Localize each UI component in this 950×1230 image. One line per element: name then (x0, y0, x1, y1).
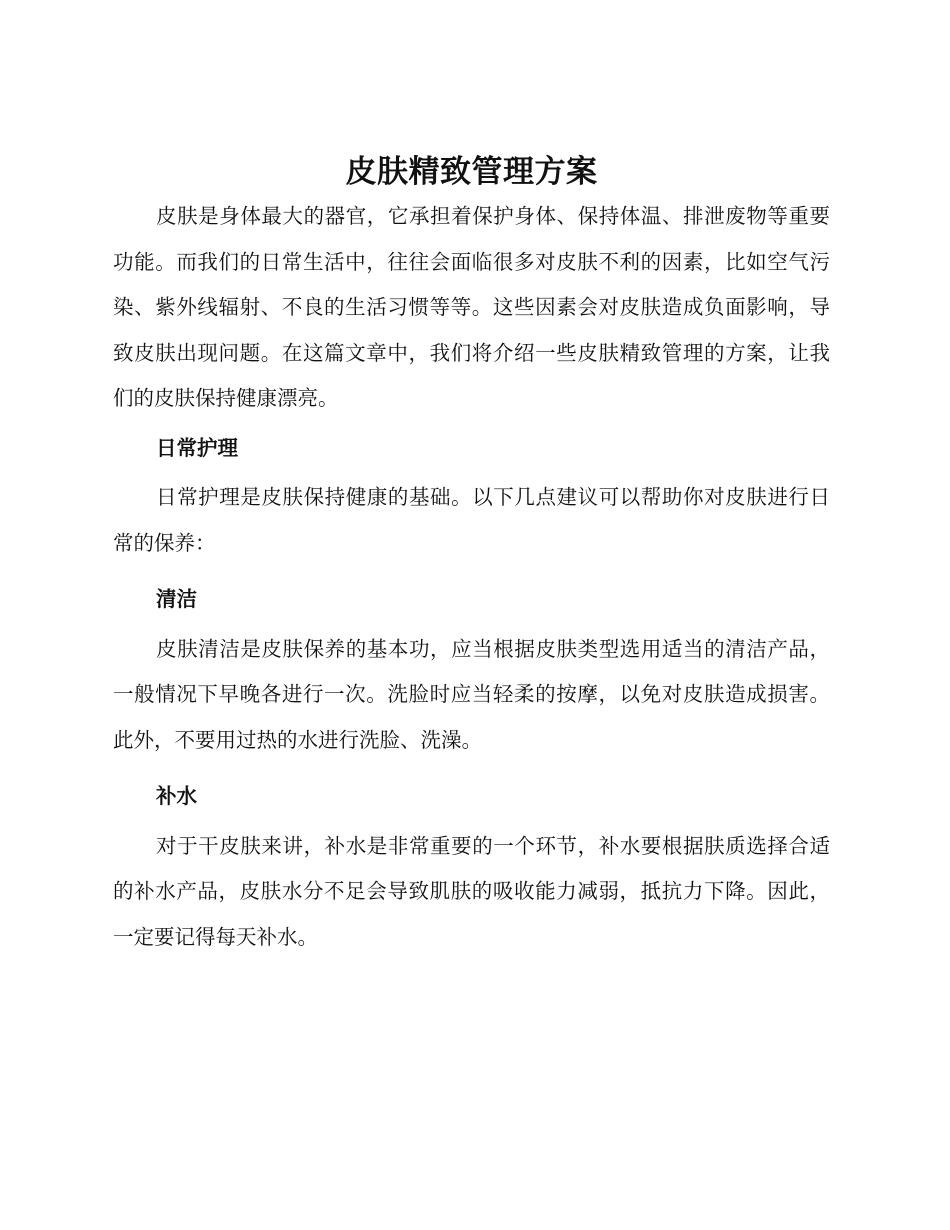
section-paragraph-daily-care: 日常护理是皮肤保持健康的基础。以下几点建议可以帮助你对皮肤进行日常的保养： (113, 485, 830, 555)
section-paragraph-hydration: 对于干皮肤来讲，补水是非常重要的一个环节，补水要根据肤质选择合适的补水产品，皮肤水分不足会导致肌肤的吸收能力减弱，抵抗力下降。因此，一定要记得每天补水。 (113, 833, 830, 949)
section-paragraph-cleansing: 皮肤清洁是皮肤保养的基本功，应当根据皮肤类型选用适当的清洁产品，一般情况下早晚各进行一次。洗脸时应当轻柔的按摩，以免对皮肤造成损害。此外，不要用过热的水进行洗脸、洗澡。 (113, 636, 830, 752)
section-heading-cleansing: 清洁 (156, 587, 197, 611)
spacer (113, 566, 830, 577)
spacer (113, 763, 830, 774)
section-heading-daily-care: 日常护理 (156, 435, 238, 460)
document-title: 皮肤精致管理方案 (345, 154, 598, 190)
section-heading-hydration: 补水 (156, 784, 197, 808)
intro-paragraph: 皮肤是身体最大的器官，它承担着保护身体、保持体温、排泄废物等重要功能。而我们的日常生活中，往往会面临很多对皮肤不利的因素，比如空气污染、紫外线辐射、不良的生活习惯等等。这些因素会对皮肤造成负面影响，导致皮肤出现问题。在这篇文章中，我们将介绍一些皮肤精致管理的方案，让我们的皮肤保持健康漂亮。 (113, 204, 830, 410)
